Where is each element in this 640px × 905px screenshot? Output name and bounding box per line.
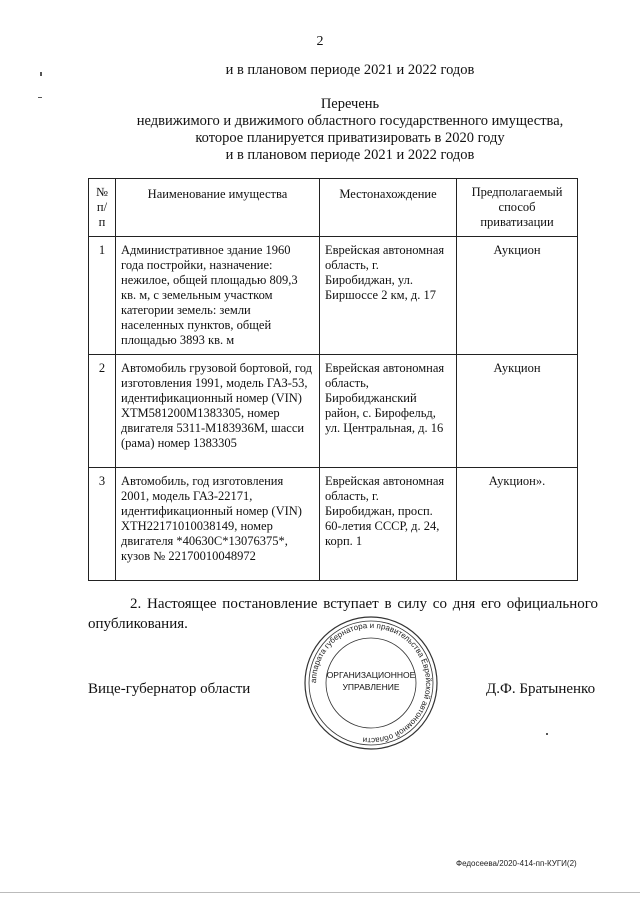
row-name: Административное здание 1960 года постройки, назначение: нежилое, общей площадью 809,3 кв. м, с земельным участком категории земель: земли населенных пунктов, общей площадью 3893 кв. м (116, 237, 320, 355)
page-bottom-edge (0, 892, 640, 893)
list-subtitle-line: и в плановом периоде 2021 и 2022 годов (225, 147, 475, 163)
list-subtitle-line: недвижимого и движимого областного государственного имущества, (136, 113, 564, 129)
seal-inner-text: ОРГАНИЗАЦИОННОЕ (326, 670, 416, 680)
official-seal (302, 614, 440, 752)
header-line: и в плановом периоде 2021 и 2022 годов (225, 62, 475, 78)
header-num: № п/п (89, 179, 116, 237)
row-location: Еврейская автономная область, г. Биробиджан, ул. Биршоссе 2 км, д. 17 (320, 237, 457, 355)
header-location: Местонахождение (320, 179, 457, 237)
scan-mark (38, 97, 42, 98)
row-location: Еврейская автономная область, г. Биробиджан, просп. 60-летия СССР, д. 24, корп. 1 (320, 468, 457, 581)
seal-inner-text: УПРАВЛЕНИЕ (342, 682, 400, 692)
table-row (89, 237, 578, 355)
header-method: Предполагаемый способ приватизации (457, 179, 578, 237)
list-subtitle-line: которое планируется приватизировать в 2020 году (195, 130, 505, 146)
row-num: 1 (89, 237, 116, 355)
signer-post: Вице-губернатор области (88, 681, 251, 697)
seal-ring-text: аппарата губернатора и правительства Еврейской автономной области (308, 620, 434, 746)
row-num: 3 (89, 468, 116, 581)
signer-name: Д.Ф. Братыненко (486, 681, 596, 697)
page-number: 2 (316, 34, 324, 49)
list-title: Перечень (320, 96, 380, 112)
row-method: Аукцион (457, 355, 578, 468)
scan-mark (40, 72, 42, 76)
table-row (89, 468, 578, 581)
header-name: Наименование имущества (116, 179, 320, 237)
row-method: Аукцион (457, 237, 578, 355)
effect-paragraph: 2. Настоящее постановление вступает в силу со дня его официального опубликования. (88, 596, 598, 632)
table-header-row (89, 179, 578, 237)
row-num: 2 (89, 355, 116, 468)
row-name: Автомобиль, год изготовления 2001, модель ГАЗ-22171, идентификационный номер (VIN) ХТН22171010038149, номер двигателя *40630С*13076375*, кузов № 22170010048972 (116, 468, 320, 581)
row-method: Аукцион». (457, 468, 578, 581)
row-name: Автомобиль грузовой бортовой, год изготовления 1991, модель ГАЗ-53, идентификационный номер (VIN) ХТМ581200М1383305, номер двигателя 5311-М183936М, шасси (рама) номер 1383305 (116, 355, 320, 468)
table-row (89, 355, 578, 468)
row-location: Еврейская автономная область, Биробиджанский район, с. Бирофельд, ул. Центральная, д. 16 (320, 355, 457, 468)
document-footer-code: Федосеева/2020-414-пп-КУГИ(2) (456, 859, 577, 868)
property-table (88, 178, 578, 581)
scan-mark (546, 733, 548, 735)
